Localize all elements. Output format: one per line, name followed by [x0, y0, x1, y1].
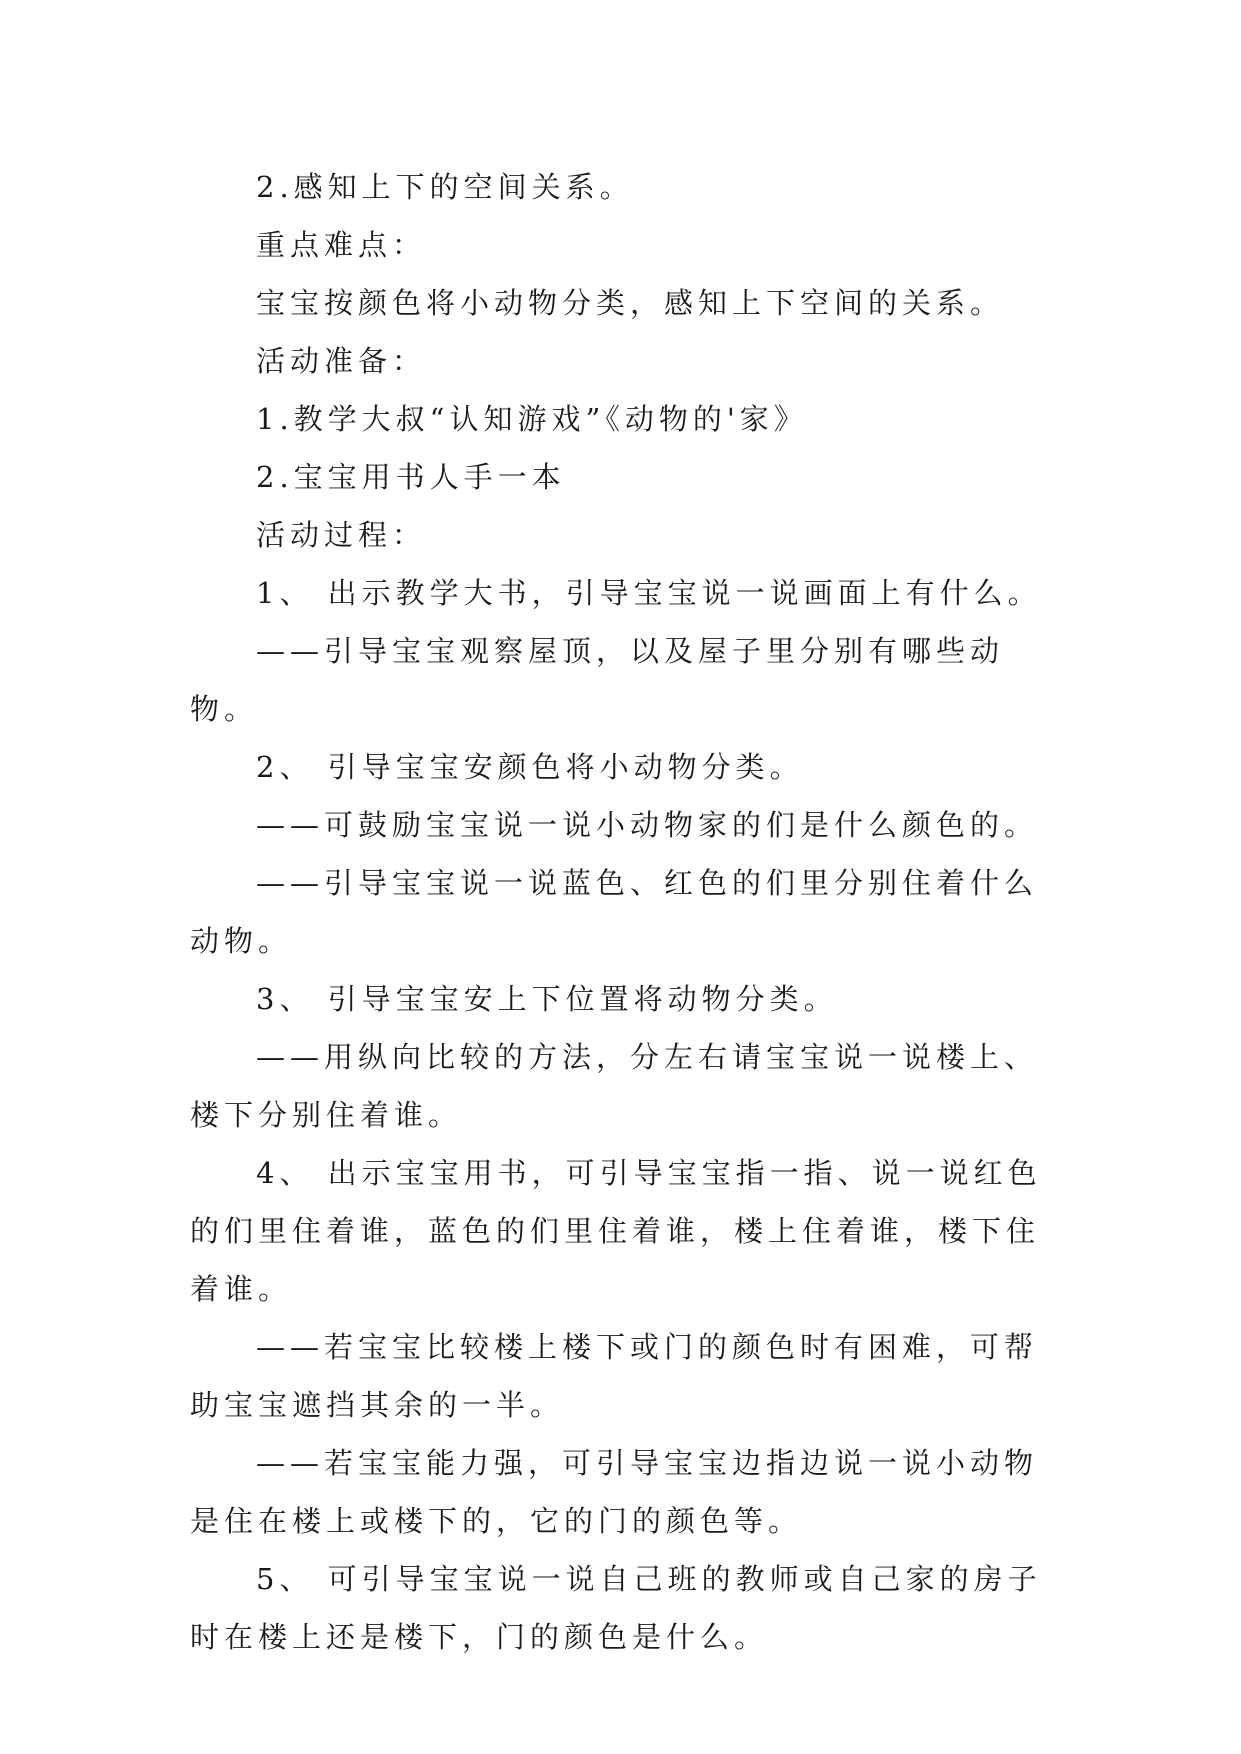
paragraph-step-4-note-a: ——若宝宝比较楼上楼下或门的颜色时有困难，可帮助宝宝遮挡其余的一半。 — [190, 1330, 1039, 1422]
heading-activity-preparation: 活动准备： — [256, 344, 427, 378]
paragraph-step-1: 1、 出示教学大书，引导宝宝说一说画面上有什么。 — [256, 576, 1042, 610]
paragraph-step-2-note-b: ——引导宝宝说一说蓝色、红色的们里分别住着什么动物。 — [190, 866, 1039, 958]
paragraph-step-3-note: ——用纵向比较的方法，分左右请宝宝说一说楼上、楼下分别住着谁。 — [190, 1040, 1039, 1132]
paragraph-step-2: 2、 引导宝宝安颜色将小动物分类。 — [256, 750, 804, 784]
paragraph-key-difficulties: 宝宝按颜色将小动物分类，感知上下空间的关系。 — [256, 286, 1005, 320]
paragraph-step-3: 3、 引导宝宝安上下位置将动物分类。 — [256, 982, 838, 1016]
document-body — [190, 158, 1054, 1666]
paragraph-objective-2: 2.感知上下的空间关系。 — [256, 170, 634, 204]
paragraph-preparation-2: 2.宝宝用书人手一本 — [256, 460, 566, 494]
paragraph-step-5: 5、 可引导宝宝说一说自己班的教师或自己家的房子时在楼上还是楼下，门的颜色是什么。 — [190, 1562, 1042, 1654]
paragraph-step-4: 4、 出示宝宝用书，可引导宝宝指一指、说一说红色的们里住着谁，蓝色的们里住着谁，楼上住着谁，楼下住着谁。 — [190, 1156, 1042, 1306]
heading-activity-process: 活动过程： — [256, 518, 427, 552]
paragraph-step-2-note-a: ——可鼓励宝宝说一说小动物家的们是什么颜色的。 — [256, 808, 1039, 842]
paragraph-step-1-note: ——引导宝宝观察屋顶，以及屋子里分别有哪些动物。 — [190, 634, 1005, 726]
paragraph-preparation-1: 1.教学大叔“认知游戏”《动物的'家》 — [256, 402, 808, 436]
heading-key-difficulties: 重点难点： — [256, 228, 427, 262]
paragraph-step-4-note-b: ——若宝宝能力强，可引导宝宝边指边说一说小动物是住在楼上或楼下的，它的门的颜色等。 — [190, 1446, 1039, 1538]
